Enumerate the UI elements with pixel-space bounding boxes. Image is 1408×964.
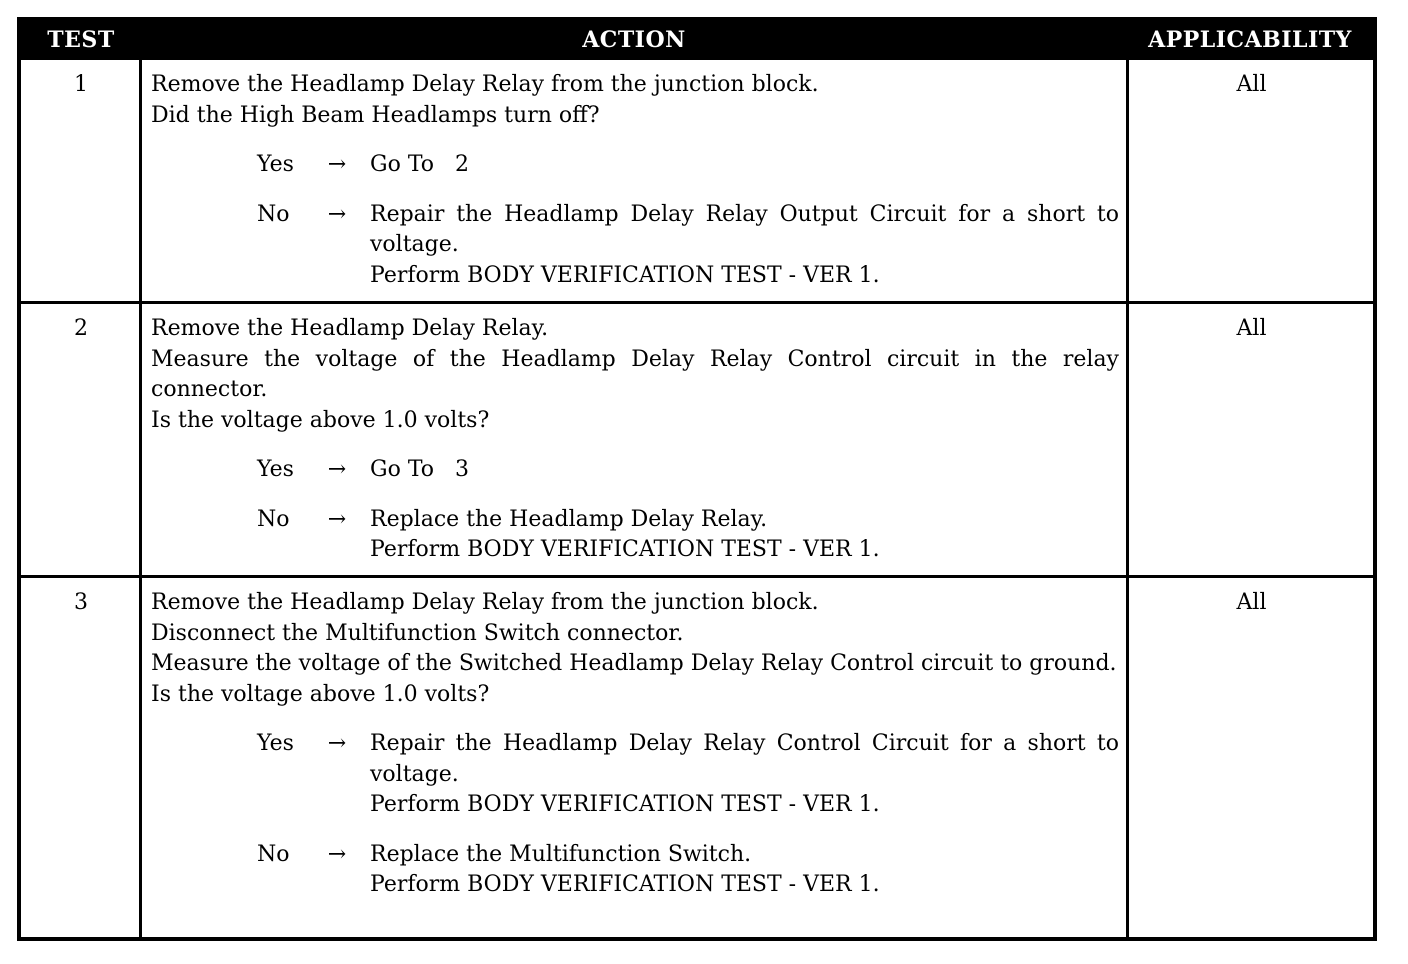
result-line: Perform BODY VERIFICATION TEST - VER 1. <box>370 872 880 897</box>
test-number: 3 <box>74 590 88 615</box>
action-step: Disconnect the Multifunction Switch connector. <box>151 620 684 646</box>
arrow-icon: → <box>327 201 347 227</box>
result-line: Perform BODY VERIFICATION TEST - VER 1. <box>370 537 880 562</box>
action-step: Is the voltage above 1.0 volts? <box>151 407 490 433</box>
action-step: Measure the voltage of the Headlamp Delay Relay Control circuit in the relay connector. <box>151 346 1119 402</box>
result-line: Replace the Multifunction Switch. <box>370 841 752 867</box>
result-line: Repair the Headlamp Delay Relay Control Circuit for a short to voltage. <box>370 731 1119 787</box>
action-cell <box>151 70 1119 291</box>
test-number: 1 <box>74 72 88 97</box>
action-cell <box>151 314 1119 566</box>
yes-label: Yes <box>257 731 294 756</box>
row-divider <box>21 301 1373 304</box>
arrow-icon: → <box>327 506 347 532</box>
yes-branch <box>151 455 1119 486</box>
yes-branch <box>151 150 1119 181</box>
column-divider <box>139 60 142 941</box>
no-label: No <box>257 841 290 867</box>
no-label: No <box>257 506 290 532</box>
yes-result <box>370 729 1119 821</box>
row-divider <box>21 575 1373 578</box>
no-branch <box>151 840 1119 901</box>
arrow-icon: → <box>327 841 347 867</box>
yes-result <box>370 455 1119 486</box>
result-line: Perform BODY VERIFICATION TEST - VER 1. <box>370 262 880 288</box>
header-action: ACTION <box>582 27 686 53</box>
result-line: Go To 2 <box>370 152 469 177</box>
table-header <box>21 21 1373 60</box>
action-step: Remove the Headlamp Delay Relay from the junction block. <box>151 72 819 97</box>
test-number: 2 <box>74 316 88 341</box>
no-result <box>370 840 1119 901</box>
header-applicability: APPLICABILITY <box>1148 27 1352 53</box>
no-result <box>370 200 1119 292</box>
column-divider <box>1126 60 1129 941</box>
arrow-icon: → <box>327 731 347 756</box>
applicability-value: All <box>1236 316 1267 341</box>
no-label: No <box>257 201 290 227</box>
result-line: Perform BODY VERIFICATION TEST - VER 1. <box>370 792 880 817</box>
arrow-icon: → <box>327 152 347 177</box>
header-test: TEST <box>47 27 115 53</box>
no-branch <box>151 200 1119 292</box>
result-line: Replace the Headlamp Delay Relay. <box>370 506 768 532</box>
yes-label: Yes <box>257 152 294 177</box>
action-step: Remove the Headlamp Delay Relay from the junction block. <box>151 590 819 615</box>
action-cell <box>151 588 1119 901</box>
result-line: Repair the Headlamp Delay Relay Output Circuit for a short to voltage. <box>370 201 1119 257</box>
no-branch <box>151 505 1119 566</box>
action-step: Remove the Headlamp Delay Relay. <box>151 316 549 341</box>
result-line: Go To 3 <box>370 457 469 482</box>
action-step: Is the voltage above 1.0 volts? <box>151 681 490 707</box>
applicability-value: All <box>1236 72 1267 97</box>
no-result <box>370 505 1119 566</box>
yes-branch <box>151 729 1119 821</box>
yes-result <box>370 150 1119 181</box>
diagnostic-table <box>17 17 1377 941</box>
arrow-icon: → <box>327 457 347 482</box>
applicability-value: All <box>1236 590 1267 615</box>
action-step: Measure the voltage of the Switched Headlamp Delay Relay Control circuit to ground. <box>151 651 1117 676</box>
action-step: Did the High Beam Headlamps turn off? <box>151 102 600 128</box>
yes-label: Yes <box>257 457 294 482</box>
